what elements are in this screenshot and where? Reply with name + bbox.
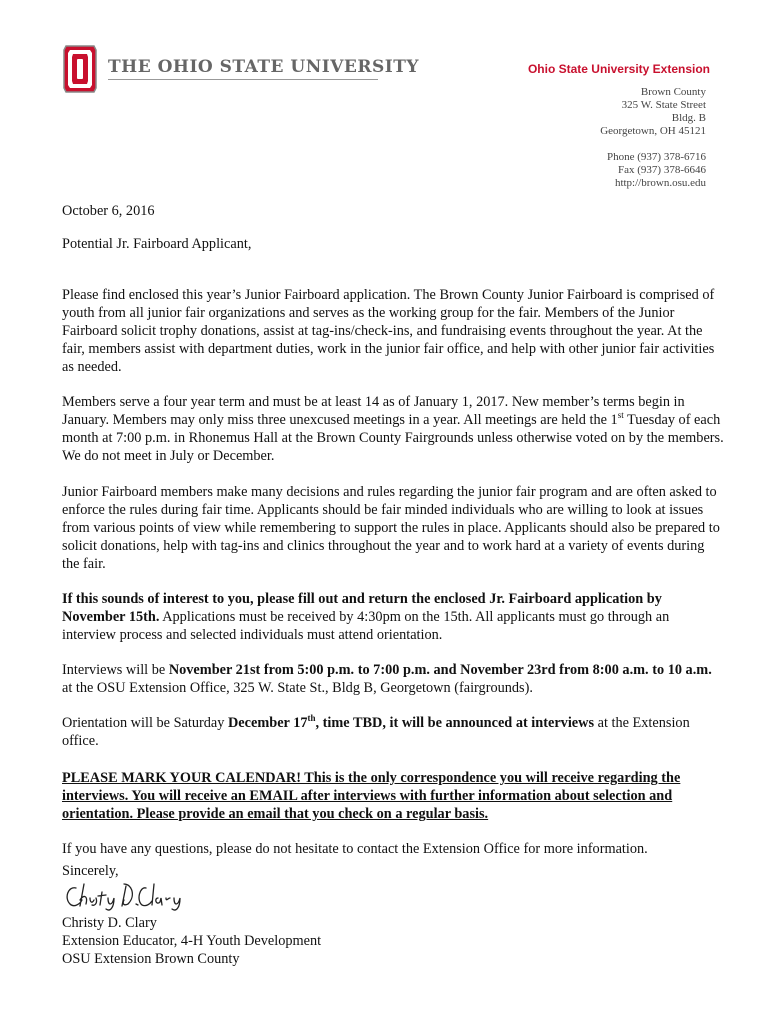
office-contact: [607, 151, 706, 190]
address-line: Brown County: [640, 86, 706, 98]
signer-organization: OSU Extension Brown County: [62, 951, 240, 967]
address-line: 325 W. State Street: [621, 99, 706, 111]
letter-date: October 6, 2016: [62, 203, 155, 219]
office-address: [600, 86, 706, 138]
paragraph-deadline: If this sounds of interest to you, please fill out and return the enclosed Jr. Fairboard application by November 15th. Applications must be received by 4:30pm on the 15th. All applicants must go through an interview process and selected individuals must attend orientation.: [62, 591, 670, 644]
signer-title: Extension Educator, 4-H Youth Development: [62, 933, 322, 949]
paragraph-terms: Members serve a four year term and must be at least 14 as of January 1, 2017. New member’s terms begin in January. Members may only miss three unexcused meetings in a year. All meetings are held the 1st Tuesday of each month at 7:00 p.m. in Rhonemus Hall at the Brown County Fairgrounds unless otherwise voted on by the members. We do not meet in July or December.: [62, 394, 724, 465]
fax-line: Fax (937) 378-6646: [618, 164, 706, 176]
address-line: Bldg. B: [671, 112, 706, 124]
paragraph-overview: Please find enclosed this year’s Junior Fairboard application. The Brown County Junior Fairboard is comprised of youth from all junior fair organizations and serves as the working group for the fair. Members of the Junior Fairboard solicit trophy donations, assist at tag-ins/check-ins, and fundraising events throughout the year. At the fair, members assist with department duties, work in the junior fair office, and help with other junior fair activities as needed.: [62, 287, 715, 376]
paragraph-interviews: Interviews will be November 21st from 5:00 p.m. to 7:00 p.m. and November 23rd from 8:00 a.m. to 10 a.m. at the OSU Extension Office, 325 W. State St., Bldg B, Georgetown (fairgrounds).: [62, 662, 712, 697]
phone-line: Phone (937) 378-6716: [607, 151, 706, 163]
handwritten-signature: [62, 878, 192, 912]
signature-block: [62, 914, 724, 968]
address-line: Georgetown, OH 45121: [600, 125, 706, 137]
website-link[interactable]: http://brown.osu.edu: [614, 177, 706, 189]
header-rule: [108, 79, 378, 80]
paragraph-duties: Junior Fairboard members make many decisions and rules regarding the junior fair program and are often asked to enforce the rules during fair time. Applicants should be fair minded individuals who are willing to look at issues from various points of view while remembering to support the rules in place. Applicants should also be prepared to solicit donations, help with tag-ins and clinics throughout the year and to work hard at a variety of events during the fair.: [62, 484, 720, 573]
university-name: THE OHIO STATE UNIVERSITY: [108, 57, 420, 77]
letter-greeting: Potential Jr. Fairboard Applicant,: [62, 236, 252, 252]
block-o-icon: [62, 44, 98, 94]
letter-closing: Sincerely,: [62, 863, 119, 879]
paragraph-calendar-notice: PLEASE MARK YOUR CALENDAR! This is the only correspondence you will receive regarding the interviews. You will receive an EMAIL after interviews with further information about selection and orientation. Please provide an email that you check on a regular basis.: [62, 770, 681, 823]
paragraph-questions: If you have any questions, please do not hesitate to contact the Extension Office for more information.: [62, 841, 648, 858]
extension-title: Ohio State University Extension: [527, 62, 710, 76]
paragraph-orientation: Orientation will be Saturday December 17th, time TBD, it will be announced at interviews at the Extension office.: [62, 713, 690, 750]
signer-name: Christy D. Clary: [62, 915, 157, 931]
